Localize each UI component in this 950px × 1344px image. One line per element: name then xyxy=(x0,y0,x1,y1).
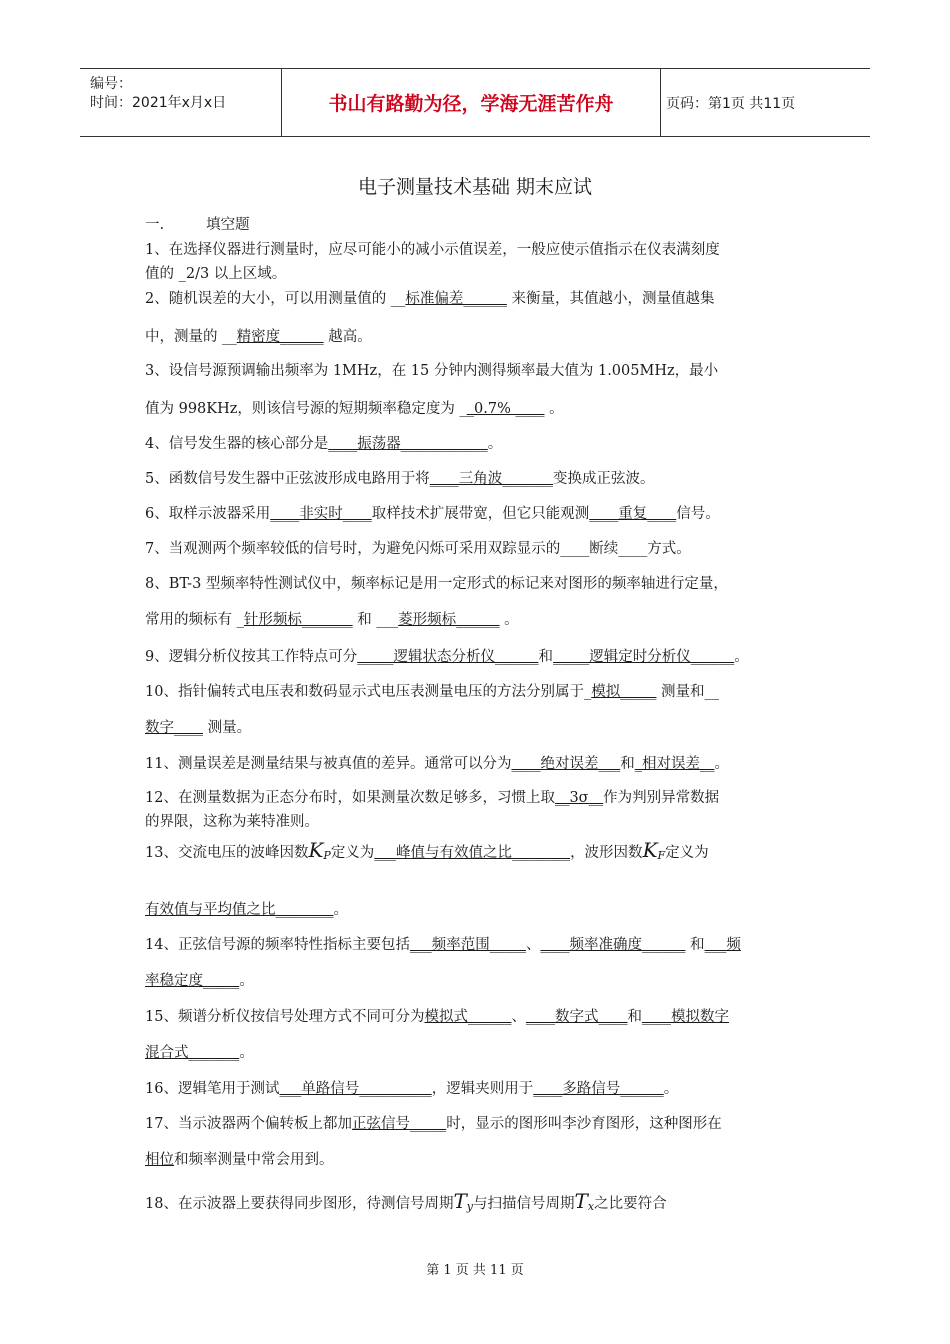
header-meta xyxy=(80,69,280,136)
q2-text-3: 中，测量的 __ xyxy=(145,329,237,345)
q12-text-2: 作为判别异常数据 xyxy=(603,790,720,806)
q3-text: 3、设信号源预调输出频率为 1MHz，在 15 分钟内测得频率最大值为 1.005MHz，最小 xyxy=(145,363,719,379)
question-12-line-1 xyxy=(145,786,719,807)
q2-answer-2: 精密度______ xyxy=(236,329,324,345)
q8-answer-1: 针形频标_______ xyxy=(243,612,353,628)
q15-text: 15、频谱分析仪按信号处理方式不同可分为 xyxy=(145,1009,425,1025)
q14-answer-3b: 率稳定度_____ xyxy=(145,973,240,989)
q1-text: 1、在选择仪器进行测量时，应尽可能小的减小示值误差，一般应使示值指示在仪表满刻度 xyxy=(145,242,720,258)
question-6 xyxy=(145,502,720,523)
section-number: 一. xyxy=(145,217,165,233)
page-footer: 第 1 页 共 11 页 xyxy=(426,1263,524,1278)
question-2-line-2 xyxy=(145,325,372,346)
q11-text-2: 和 xyxy=(620,756,635,772)
q13-answer-2: 有效值与平均值之比________ xyxy=(145,902,334,918)
q16-answer-1: ___单路信号__________ xyxy=(279,1081,432,1097)
q4-answer: ____振荡器____________ xyxy=(328,436,488,452)
q4-text-2: 。 xyxy=(487,436,503,452)
q8-answer-2: 菱形频标______ xyxy=(398,612,500,628)
q11-answer-1: ____绝对误差___ xyxy=(511,756,621,772)
question-18 xyxy=(145,1189,667,1213)
q18-text-2: 与扫描信号周期 xyxy=(473,1196,575,1212)
section-name: 填空题 xyxy=(206,217,250,233)
q11-text-3: 。 xyxy=(714,756,729,772)
q6-text-2: 取样技术扩展带宽，但它只能观测 xyxy=(371,506,590,522)
question-13-line-2 xyxy=(145,898,348,919)
q9-text-2: 和 xyxy=(538,649,553,665)
question-3-line-2 xyxy=(145,397,564,418)
q13-kf-subscript: F xyxy=(657,849,666,862)
q15-answer-3b: 混合式_______ xyxy=(145,1045,240,1061)
question-14-line-1 xyxy=(145,933,741,954)
q16-answer-2: ____多路信号______ xyxy=(533,1081,664,1097)
q8-text-3: 和 ___ xyxy=(352,612,399,628)
question-13-line-1 xyxy=(145,838,709,862)
q17-text-3: 和频率测量中常会用到。 xyxy=(174,1152,334,1168)
document-time-label: 时间：2021年x月x日 xyxy=(90,95,227,111)
q10-text-2: 测量和__ xyxy=(656,684,720,700)
q12-text: 12、在测量数据为正态分布时，如果测量次数足够多，习惯上取 xyxy=(145,790,555,806)
q18-text: 18、在示波器上要获得同步图形，待测信号周期 xyxy=(145,1196,454,1212)
q8-text-2: 常用的频标有 _ xyxy=(145,612,244,628)
q13-kp-symbol: K xyxy=(308,838,324,862)
q16-text: 16、逻辑笔用于测试 xyxy=(145,1081,280,1097)
q13-text-3: ，波形因数 xyxy=(570,845,643,861)
q18-tx-subscript: x xyxy=(587,1200,595,1213)
q3-text-2: 值为 998KHz，则该信号源的短期频率稳定度为 _ xyxy=(145,401,467,417)
document-title: 电子测量技术基础 期末应试 xyxy=(357,176,593,198)
q14-text-2: 、 xyxy=(525,937,541,953)
q9-text: 9、逻辑分析仪按其工作特点可分 xyxy=(145,649,358,665)
q8-text-4: 。 xyxy=(499,612,519,628)
q13-answer-1: ___峰值与有效值之比________ xyxy=(374,845,571,861)
question-12-line-2 xyxy=(145,810,319,831)
q18-tx-symbol: T xyxy=(574,1189,588,1213)
q13-kf-symbol: K xyxy=(642,838,658,862)
q14-text-3: 和 xyxy=(685,937,705,953)
question-8-line-2 xyxy=(145,608,519,629)
q9-text-3: 。 xyxy=(734,649,749,665)
q15-answer-1: 模拟式______ xyxy=(424,1009,512,1025)
question-16 xyxy=(145,1077,678,1098)
question-15-line-2 xyxy=(145,1041,254,1062)
question-11 xyxy=(145,752,729,773)
q12-answer: __3σ__ xyxy=(554,790,604,806)
question-2-line-1 xyxy=(145,287,714,308)
q2-answer-1: 标准偏差______ xyxy=(405,291,507,307)
q2-text-2: 来衡量，其值越小，测量值越集 xyxy=(506,291,715,307)
q16-text-3: 。 xyxy=(663,1081,679,1097)
q14-text: 14、正弦信号源的频率特性指标主要包括 xyxy=(145,937,410,953)
q15-text-4: 。 xyxy=(239,1045,254,1061)
q3-answer: _0.7% ____ xyxy=(466,401,545,417)
question-17-line-1 xyxy=(145,1112,722,1133)
q5-text: 5、函数信号发生器中正弦波形成电路用于将 xyxy=(145,471,430,487)
question-5 xyxy=(145,467,654,488)
q15-text-3: 和 xyxy=(627,1009,642,1025)
q9-answer-2: _____逻辑定时分析仪______ xyxy=(552,649,735,665)
q7-text: 7、当观测两个频率较低的信号时，为避免闪烁可采用双踪显示的 xyxy=(145,541,561,557)
q2-text-4: 越高。 xyxy=(323,329,372,345)
q7-text-2: 方式。 xyxy=(647,541,691,557)
q18-text-3: 之比要符合 xyxy=(594,1196,667,1212)
header-table xyxy=(80,68,870,137)
q13-text-2: 定义为 xyxy=(330,845,375,861)
q11-answer-2: _相对误差__ xyxy=(634,756,715,772)
q18-ty-subscript: y xyxy=(466,1200,474,1213)
q13-kp-subscript: P xyxy=(323,849,331,862)
q4-text: 4、信号发生器的核心部分是 xyxy=(145,436,329,452)
q13-text-5: 。 xyxy=(333,902,348,918)
q14-answer-2: ____频率准确度______ xyxy=(540,937,686,953)
q12-text-3: 的界限，这称为莱特准则。 xyxy=(145,814,319,830)
q10-text-3: 测量。 xyxy=(203,720,252,736)
question-8-line-1 xyxy=(145,572,728,593)
q5-answer: ____三角波_______ xyxy=(429,471,553,487)
q10-text: 10、指针偏转式电压表和数码显示式电压表测量电压的方法分别属于_ xyxy=(145,684,592,700)
question-17-line-2 xyxy=(145,1148,334,1169)
q11-text: 11、测量误差是测量结果与被真值的差异。通常可以分为 xyxy=(145,756,512,772)
header-page-info: 页码：第1页 共11页 xyxy=(666,95,796,112)
question-15-line-1 xyxy=(145,1005,729,1026)
q13-text: 13、交流电压的波峰因数 xyxy=(145,845,309,861)
q6-text-3: 信号。 xyxy=(676,506,720,522)
question-7 xyxy=(145,537,691,558)
q9-answer-1: _____逻辑状态分析仪______ xyxy=(357,649,539,665)
q7-answer: ____断续____ xyxy=(560,541,648,557)
question-3-line-1 xyxy=(145,359,718,380)
q6-answer-1: ____非实时____ xyxy=(270,506,372,522)
q8-text: 8、BT-3 型频率特性测试仪中，频率标记是用一定形式的标记来对图形的频率轴进行定量， xyxy=(145,576,728,592)
q18-ty-symbol: T xyxy=(453,1189,467,1213)
question-10-line-1 xyxy=(145,680,719,701)
q5-text-2: 变换成正弦波。 xyxy=(552,471,655,487)
q15-text-2: 、 xyxy=(511,1009,526,1025)
q15-answer-3a: ____模拟数字 xyxy=(641,1009,729,1025)
question-14-line-2 xyxy=(145,969,254,990)
q6-text: 6、取样示波器采用 xyxy=(145,506,271,522)
q14-text-4: 。 xyxy=(239,973,254,989)
q14-answer-1: ___频率范围_____ xyxy=(409,937,526,953)
q17-answer-1: 正弦信号_____ xyxy=(351,1116,447,1132)
document-number-label: 编号： xyxy=(90,76,132,92)
q13-text-4: 定义为 xyxy=(665,845,709,861)
question-4 xyxy=(145,432,502,453)
q10-answer-1: 模拟_____ xyxy=(591,684,657,700)
question-1-line-1 xyxy=(145,238,720,259)
q10-answer-2: 数字____ xyxy=(145,720,203,736)
q17-answer-2: 相位 xyxy=(145,1152,174,1168)
q17-text: 17、当示波器两个偏转板上都加 xyxy=(145,1116,352,1132)
question-9 xyxy=(145,645,749,666)
question-1-line-2 xyxy=(145,262,286,283)
q15-answer-2: ____数字式____ xyxy=(525,1009,628,1025)
header-motto: 书山有路勤为径，学海无涯苦作舟 xyxy=(281,69,661,136)
q1-text-2: 值的 _2/3 以上区域。 xyxy=(145,266,287,282)
q17-text-2: 时，显示的图形叫李沙育图形，这种图形在 xyxy=(446,1116,722,1132)
section-heading xyxy=(145,213,250,234)
q16-text-2: ，逻辑夹则用于 xyxy=(431,1081,534,1097)
q2-text: 2、随机误差的大小，可以用测量值的 __ xyxy=(145,291,406,307)
q3-text-3: 。 xyxy=(544,401,564,417)
question-10-line-2 xyxy=(145,716,251,737)
q6-answer-2: ____重复____ xyxy=(589,506,677,522)
q14-answer-3a: ___频 xyxy=(704,937,741,953)
